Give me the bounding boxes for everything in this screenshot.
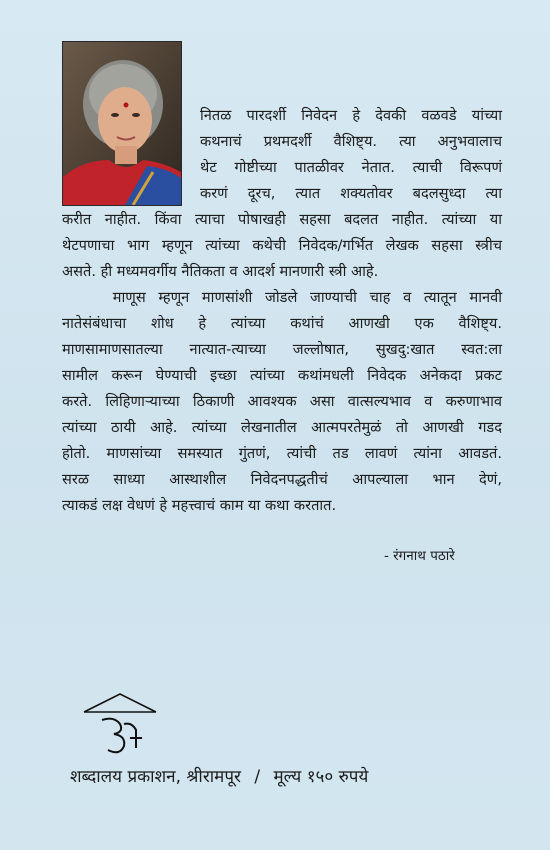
text-line: त्यांच्या ठायी आहे. त्यांच्या लेखनातील आत्मपरतेमुळं तो आणखी गडद <box>62 419 502 436</box>
publisher-logo-house-icon <box>80 690 160 762</box>
text-line: सामील करून घेण्याची इच्छा त्यांच्या कथांमधली निवेदक अनेकदा प्रकट <box>62 367 502 384</box>
publisher-logo <box>80 690 160 762</box>
text-line: माणूस म्हणून माणसांशी जोडले जाण्याची चाह व त्यातून मानवी <box>62 289 502 306</box>
text-line: करीत नाहीत. किंवा त्याचा पोषाखही सहसा बदलत नाहीत. त्यांच्या या <box>62 211 502 228</box>
text-line: थेट गोष्टीच्या पातळीवर नेतात. त्याची विरूपणं <box>200 159 502 176</box>
text-line: नातेसंबंधाचा शोध हे त्यांच्या कथांचं आणखी एक वैशिष्ट्य. <box>62 315 502 332</box>
text-line: त्याकडं लक्ष वेधणं हे महत्त्वाचं काम या कथा करतात. <box>62 497 337 514</box>
text-line: करते. लिहिणाऱ्याच्या ठिकाणी आवश्यक असा वात्सल्यभाव व करुणाभाव <box>62 393 502 410</box>
text-line: माणसामाणसातल्या नात्यात-त्याच्या जल्लोषात, सुखदु:खात स्वत:ला <box>62 341 502 358</box>
text-line: करणं दूरच, त्यात शक्यतोवर बदलसुध्दा त्या <box>200 185 502 202</box>
author-photo <box>63 42 181 205</box>
text-line: होतो. माणसांच्या समस्यात गुंतणं, त्यांची तड लावणं त्यांना आवडतं. <box>62 445 502 462</box>
text-line: कथनाचं प्रथमदर्शी वैशिष्ट्य. त्या अनुभवालाच <box>200 133 502 150</box>
author-signature: - रंगनाथ पठारे <box>384 548 455 564</box>
body-paragraph <box>62 207 502 519</box>
text-line: थेटपणाचा भाग म्हणून त्यांच्या कथेची निवेदक/गर्भित लेखक सहसा स्त्रीच <box>62 237 502 254</box>
footer <box>70 765 490 789</box>
text-line: सरळ साध्या आस्थाशील निवेदनपद्धतीचं आपल्याला भान देणं, <box>62 471 502 488</box>
footer-separator: / <box>254 767 261 787</box>
book-price: मूल्य १५० रुपये <box>273 767 369 787</box>
publisher-name: शब्दालय प्रकाशन, श्रीरामपूर <box>70 767 241 787</box>
intro-paragraph <box>200 103 502 207</box>
author-portrait-icon <box>63 42 181 205</box>
text-line: नितळ पारदर्शी निवेदन हे देवकी वळवडे यांच्या <box>200 107 502 124</box>
text-line: असते. ही मध्यमवर्गीय नैतिकता व आदर्श मानणारी स्त्री आहे. <box>62 263 379 280</box>
